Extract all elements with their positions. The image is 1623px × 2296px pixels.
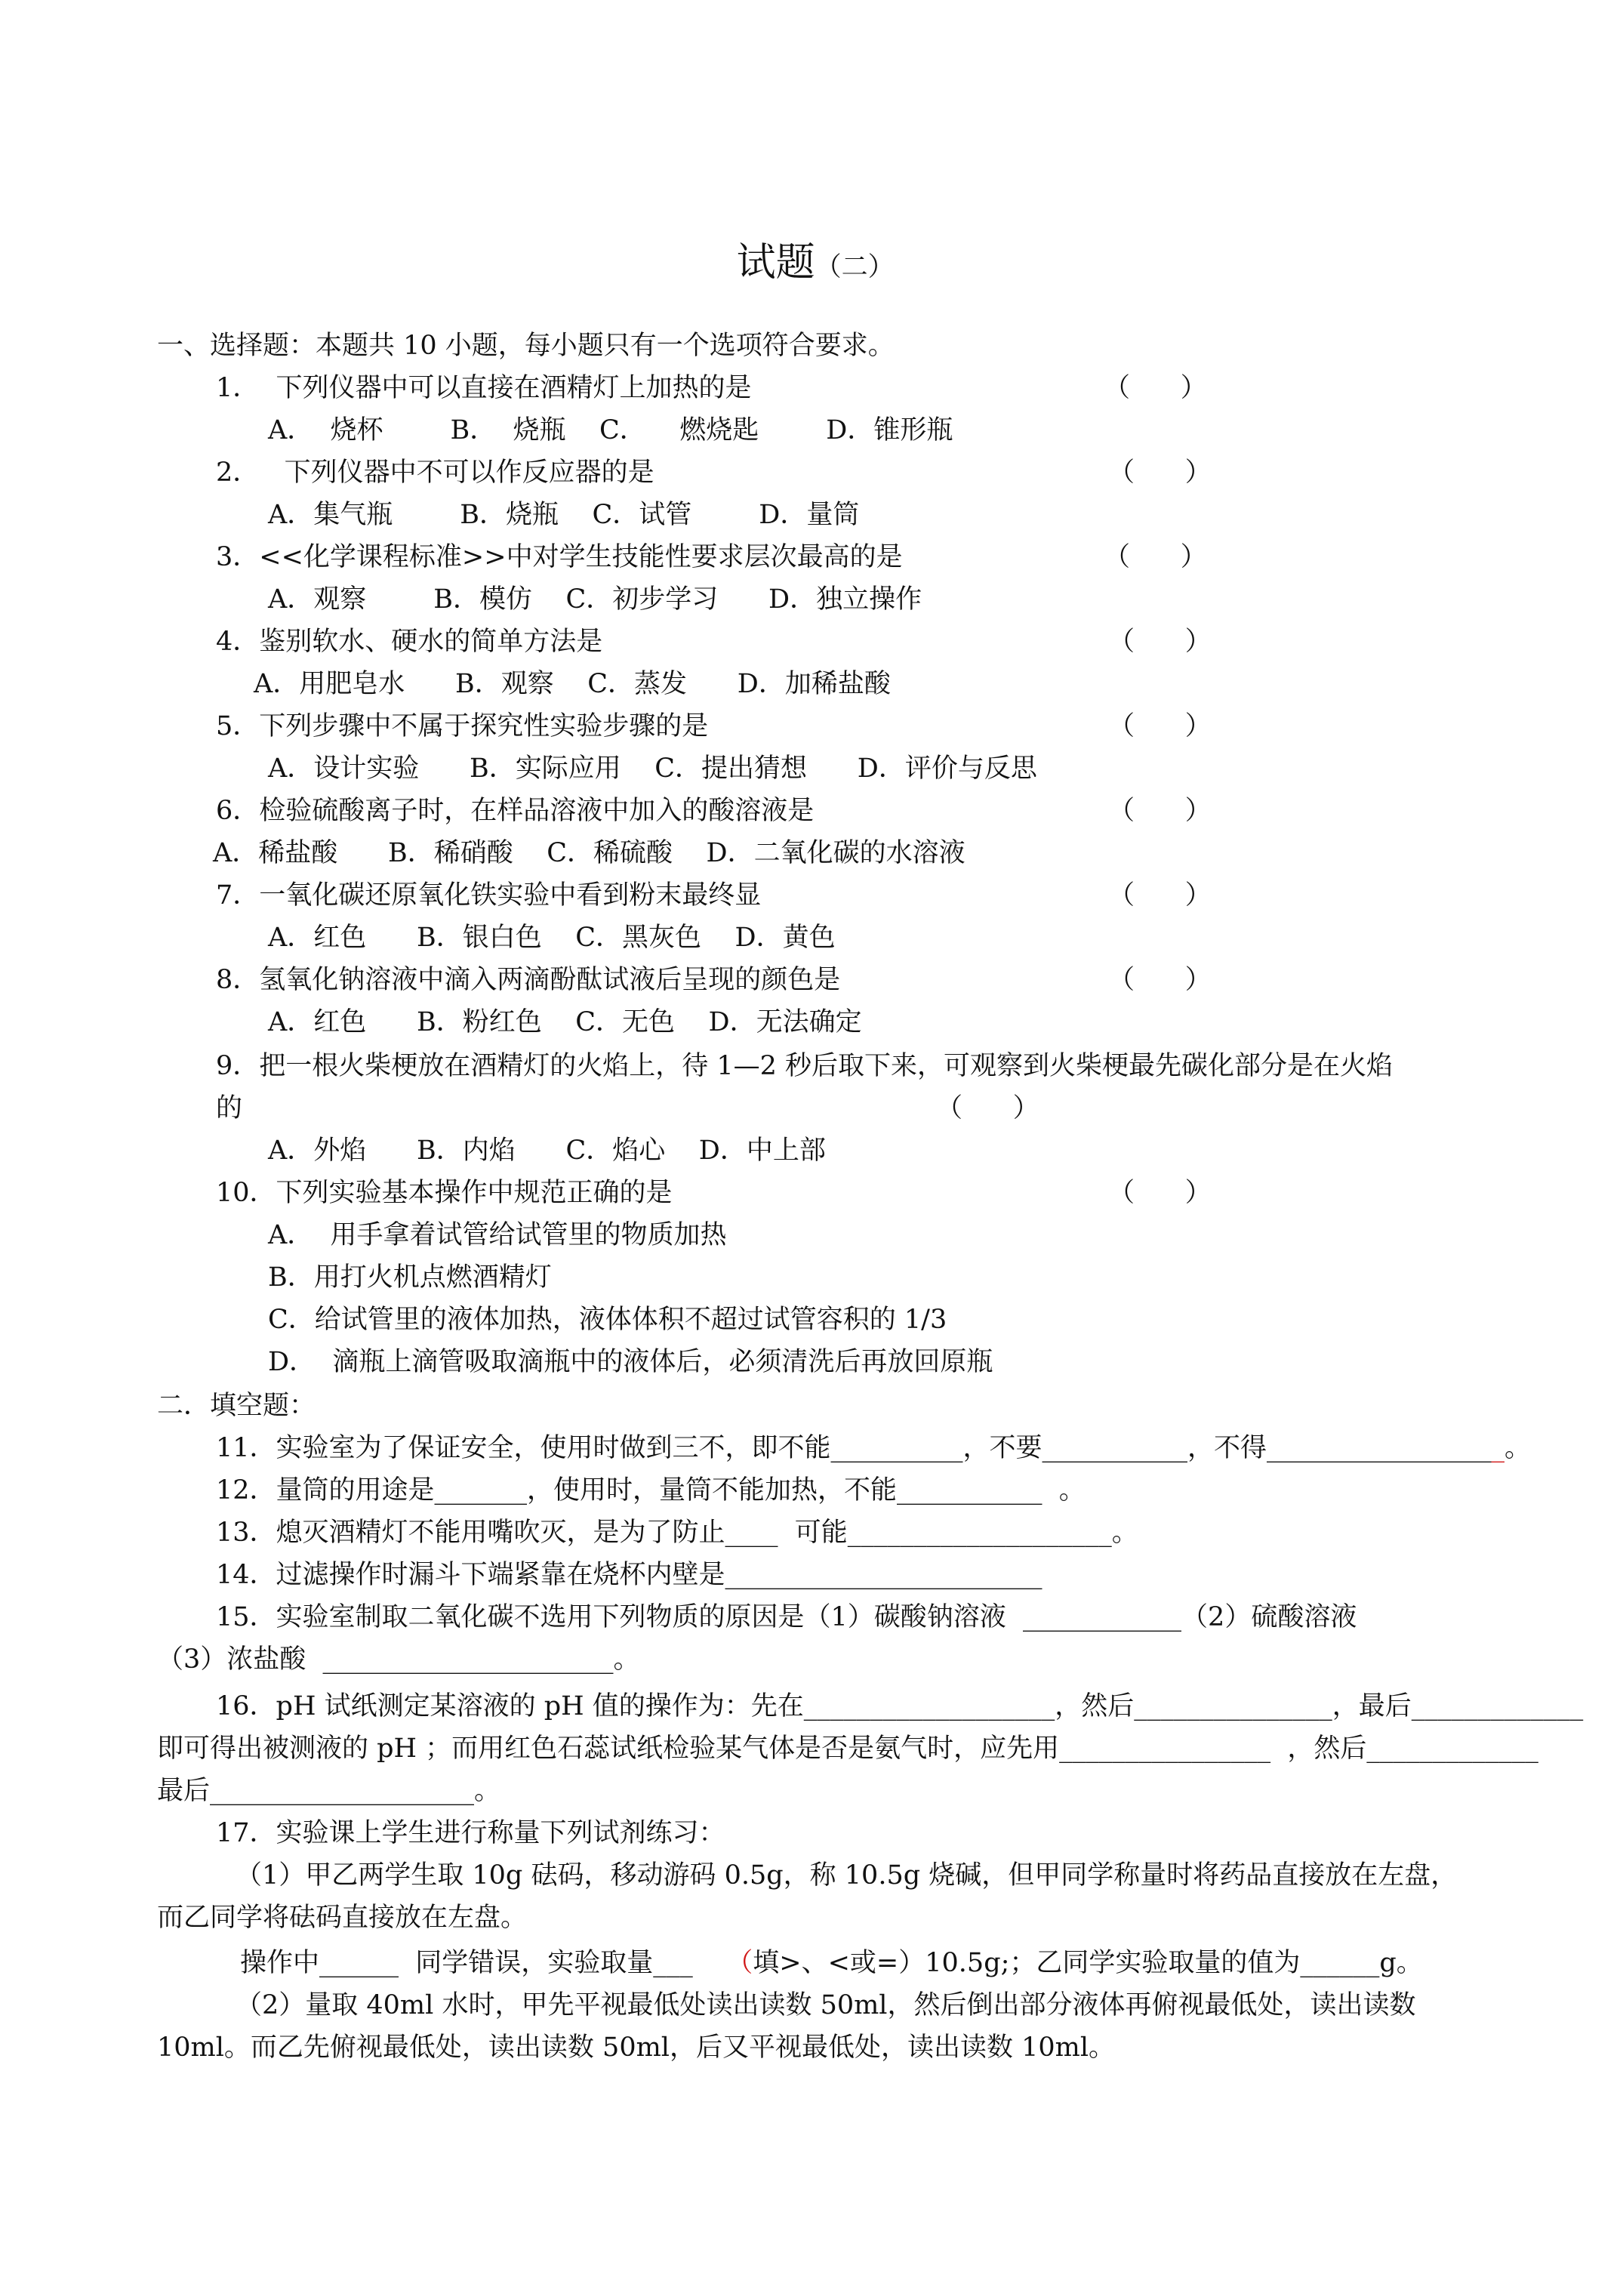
q4-answer-paren: （ ） bbox=[1108, 627, 1212, 657]
title-sub: （二） bbox=[815, 252, 895, 282]
q7-options: A．红色 B．银白色 C．黑灰色 D．黄色 bbox=[268, 923, 836, 953]
q16-line1: 16．pH 试纸测定某溶液的 pH 值的操作为：先在___________________，然后_______________，最后_____________ bbox=[216, 1691, 1584, 1721]
q15-line2: （3）浓盐酸 ______________________。 bbox=[157, 1644, 640, 1675]
q10-stem: 10．下列实验基本操作中规范正确的是 bbox=[216, 1178, 673, 1208]
q2-stem: 2． 下列仪器中不可以作反应器的是 bbox=[216, 458, 654, 488]
q17-part1-line2: 而乙同学将砝码直接放在左盘。 bbox=[157, 1903, 528, 1933]
q5-options: A．设计实验 B．实际应用 C．提出猜想 D．评价与反思 bbox=[268, 754, 1037, 784]
section2-heading: 二．填空题： bbox=[157, 1391, 316, 1421]
q17-part1-line3 bbox=[240, 1946, 1423, 1980]
q7-stem: 7．一氧化碳还原氧化铁实验中看到粉末最终显 bbox=[216, 880, 762, 911]
q8-stem: 8．氢氧化钠溶液中滴入两滴酚酞试液后呈现的颜色是 bbox=[216, 965, 841, 995]
q17-stem: 17．实验课上学生进行称量下列试剂练习： bbox=[216, 1818, 725, 1848]
q17-p1-l3-b: 填>、<或=）10.5g;；乙同学实验取量的值为______g。 bbox=[753, 1948, 1423, 1978]
q10-answer-paren: （ ） bbox=[1108, 1178, 1212, 1208]
q10-option-a: A． 用手拿着试管给试管里的物质加热 bbox=[268, 1220, 727, 1250]
q6-options: A．稀盐酸 B．稀硝酸 C．稀硫酸 D．二氧化碳的水溶液 bbox=[213, 838, 965, 868]
q3-options: A．观察 B．模仿 C．初步学习 D．独立操作 bbox=[268, 584, 922, 615]
q4-stem: 4．鉴别软水、硬水的简单方法是 bbox=[216, 627, 603, 657]
q11-end: 。 bbox=[1504, 1433, 1532, 1463]
q17-part2-line1: （2）量取 40ml 水时，甲先平视最低处读出读数 50ml，然后倒出部分液体再俯视最低处，读出读数 bbox=[236, 1990, 1416, 2020]
section1-heading: 一、选择题：本题共 10 小题，每小题只有一个选项符合要求。 bbox=[157, 331, 895, 361]
q6-stem: 6．检验硫酸离子时，在样品溶液中加入的酸溶液是 bbox=[216, 796, 815, 826]
q1-answer-paren: （ ） bbox=[1104, 373, 1207, 403]
q8-options: A．红色 B．粉红色 C．无色 D．无法确定 bbox=[268, 1007, 862, 1037]
q11-main: 11．实验室为了保证安全，使用时做到三不，即不能__________，不要___________，不得_________________ bbox=[216, 1433, 1492, 1463]
q3-answer-paren: （ ） bbox=[1104, 542, 1207, 572]
q3-stem: 3．<<化学课程标准>>中对学生技能性要求层次最高的是 bbox=[216, 542, 903, 572]
q17-part1-line1: （1）甲乙两学生取 10g 砝码，移动游码 0.5g，称 10.5g 烧碱，但甲同学称量时将药品直接放在左盘， bbox=[236, 1860, 1458, 1891]
q6-answer-paren: （ ） bbox=[1108, 796, 1212, 826]
q17-p1-l3-red: （ bbox=[726, 1948, 753, 1978]
q5-answer-paren: （ ） bbox=[1108, 711, 1212, 741]
q1-stem: 1． 下列仪器中可以直接在酒精灯上加热的是 bbox=[216, 373, 752, 403]
q17-part2-line2: 10ml。而乙先俯视最低处，读出读数 50ml，后又平视最低处，读出读数 10ml。 bbox=[157, 2032, 1116, 2063]
q9-answer-paren: （ ） bbox=[936, 1093, 1039, 1123]
q12-text: 12．量筒的用途是_______，使用时，量筒不能加热，不能___________ 。 bbox=[216, 1475, 1086, 1505]
q16-line3: 最后____________________。 bbox=[157, 1776, 501, 1806]
q16-line2: 即可得出被测液的 pH ；而用红色石蕊试纸检验某气体是否是氨气时，应先用________________ ，然后_____________ bbox=[157, 1734, 1538, 1764]
q10-option-c: C．给试管里的液体加热，液体体积不超过试管容积的 1/3 bbox=[268, 1305, 947, 1335]
q17-p1-l3-a: 操作中______ 同学错误，实验取量___ bbox=[240, 1948, 727, 1978]
q15-line1: 15．实验室制取二氧化碳不选用下列物质的原因是（1）碳酸钠溶液 ____________（2）硫酸溶液 bbox=[216, 1602, 1357, 1632]
q10-option-d: D． 滴瓶上滴管吸取滴瓶中的液体后，必须清洗后再放回原瓶 bbox=[268, 1347, 993, 1377]
q9-stem: 9．把一根火柴梗放在酒精灯的火焰上，待 1—2 秒后取下来，可观察到火柴梗最先碳化部分是在火焰 bbox=[216, 1051, 1394, 1081]
q4-options: A．用肥皂水 B．观察 C．蒸发 D．加稀盐酸 bbox=[254, 669, 891, 699]
q7-answer-paren: （ ） bbox=[1108, 880, 1212, 911]
q9-stem-cont: 的 bbox=[216, 1093, 243, 1123]
q11-red-mark: _ bbox=[1491, 1433, 1505, 1463]
q2-options: A．集气瓶 B．烧瓶 C．试管 D．量筒 bbox=[268, 500, 860, 530]
q8-answer-paren: （ ） bbox=[1108, 965, 1212, 995]
title-main: 试题 bbox=[736, 240, 815, 285]
q13-text: 13．熄灭酒精灯不能用嘴吹灭，是为了防止____ 可能____________________。 bbox=[216, 1518, 1138, 1548]
exam-title bbox=[0, 216, 1623, 287]
q14-text: 14．过滤操作时漏斗下端紧靠在烧杯内壁是________________________ bbox=[216, 1560, 1042, 1590]
q1-options: A． 烧杯 B． 烧瓶 C． 燃烧匙 D．锥形瓶 bbox=[268, 415, 953, 445]
q5-stem: 5．下列步骤中不属于探究性实验步骤的是 bbox=[216, 711, 709, 741]
q9-options: A．外焰 B．内焰 C．焰心 D．中上部 bbox=[268, 1136, 826, 1166]
q10-option-b: B．用打火机点燃酒精灯 bbox=[268, 1262, 552, 1293]
q11-text bbox=[216, 1432, 1531, 1465]
q2-answer-paren: （ ） bbox=[1108, 458, 1212, 488]
